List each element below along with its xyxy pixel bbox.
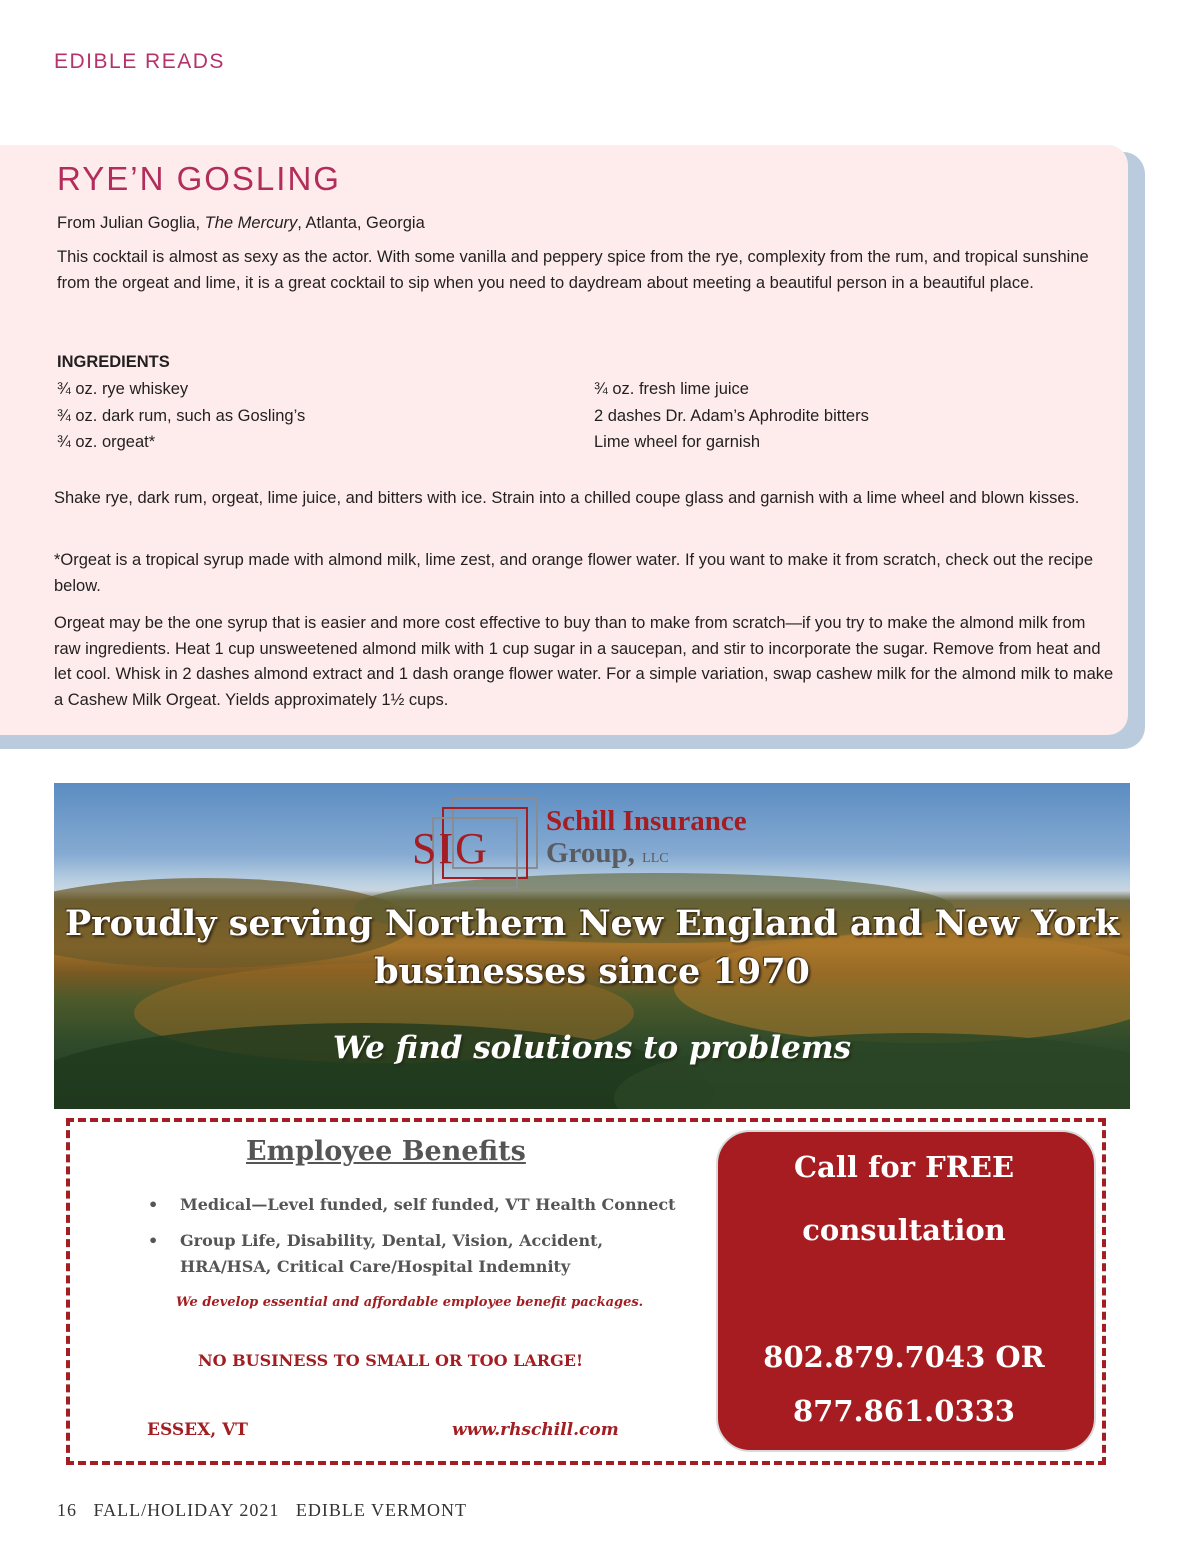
phone-number-2[interactable]: 877.861.0333 bbox=[793, 1394, 1015, 1428]
recipe-footnote: *Orgeat is a tropical syrup made with almond milk, lime zest, and orange flower water. If you want to make it from scratch, check out the recipe below. bbox=[54, 551, 1094, 595]
ingredients-left-column bbox=[57, 376, 305, 456]
recipe-method: Shake rye, dark rum, orgeat, lime juice, and bitters with ice. Strain into a chilled coupe glass and garnish with a lime wheel and blown kisses. bbox=[54, 489, 1080, 507]
benefit-text: Group Life, Disability, Dental, Vision, Accident, HRA/HSA, Critical Care/Hospital Indemnity bbox=[180, 1231, 604, 1276]
page-footer: 16 FALL/HOLIDAY 2021 EDIBLE VERMONT bbox=[57, 1500, 467, 1520]
logo-company-name: Schill Insurance bbox=[546, 805, 747, 837]
byline-prefix: From Julian Goglia, bbox=[57, 214, 205, 232]
logo-group: Group, bbox=[546, 837, 635, 869]
list-item bbox=[148, 1228, 688, 1280]
benefits-title: Employee Benefits bbox=[246, 1136, 526, 1167]
ad-website-link[interactable]: www.rhschill.com bbox=[452, 1420, 619, 1440]
ingredient-item: ¾ oz. orgeat* bbox=[57, 433, 156, 451]
ingredient-item: ¾ oz. rye whiskey bbox=[57, 380, 189, 398]
ingredient-item: 2 dashes Dr. Adam’s Aphrodite bitters bbox=[594, 406, 869, 425]
ad-headline: Proudly serving Northern New England and New York businesses since 1970 bbox=[64, 903, 1120, 992]
byline-venue: The Mercury bbox=[204, 214, 298, 232]
ingredient-item: ¾ oz. fresh lime juice bbox=[594, 380, 749, 398]
ingredient-item: Lime wheel for garnish bbox=[594, 433, 760, 451]
no-business-note: NO BUSINESS TO SMALL OR TOO LARGE! bbox=[198, 1351, 583, 1370]
recipe-title: RYE’N GOSLING bbox=[57, 160, 341, 197]
logo-llc: LLC bbox=[642, 851, 669, 866]
orgeat-recipe: Orgeat may be the one syrup that is easier and more cost effective to buy than to make from scratch—if you try to make the almond milk from raw ingredients. Heat 1 cup unsweetened almond milk with 1 cup sugar in a saucepan, and stir to incorporate the sugar. Remove from heat and let cool. Whisk in 2 dashes almond extract and 1 dash orange flower water. For a simple variation, swap cashew milk for the almond milk to make a Cashew Milk Orgeat. Yields approximately 1½ cups. bbox=[54, 614, 1114, 709]
logo-letters: SIG bbox=[412, 824, 489, 873]
benefit-text: Medical—Level funded, self funded, VT Health Connect bbox=[180, 1195, 676, 1214]
recipe-intro: This cocktail is almost as sexy as the actor. With some vanilla and peppery spice from the rye, complexity from the rum, and tropical sunshine from the orgeat and lime, it is a great cocktail to sip when you need to daydream about meeting a beautiful person in a beautiful place. bbox=[57, 248, 1089, 292]
benefits-list bbox=[148, 1192, 688, 1290]
list-item bbox=[148, 1192, 688, 1218]
bullet-icon: • bbox=[148, 1195, 159, 1214]
byline-suffix: , Atlanta, Georgia bbox=[297, 214, 425, 232]
ingredient-item: ¾ oz. dark rum, such as Gosling’s bbox=[57, 406, 306, 425]
ingredients-right-column bbox=[594, 376, 869, 456]
cta-line-1: Call for FREE bbox=[793, 1150, 1015, 1184]
bullet-icon: • bbox=[148, 1231, 159, 1250]
ad-location: ESSEX, VT bbox=[147, 1420, 248, 1440]
develop-note: We develop essential and affordable employee benefit packages. bbox=[176, 1295, 644, 1310]
cta-line-2: consultation bbox=[802, 1213, 1006, 1247]
sig-logo bbox=[410, 795, 770, 895]
ad-tagline: We find solutions to problems bbox=[332, 1030, 852, 1066]
logo-company-name-line2 bbox=[546, 837, 669, 870]
ingredients-heading: INGREDIENTS bbox=[57, 353, 170, 371]
phone-number-1[interactable]: 802.879.7043 OR bbox=[763, 1340, 1045, 1374]
section-label: EDIBLE READS bbox=[54, 50, 225, 73]
recipe-byline bbox=[57, 210, 425, 236]
